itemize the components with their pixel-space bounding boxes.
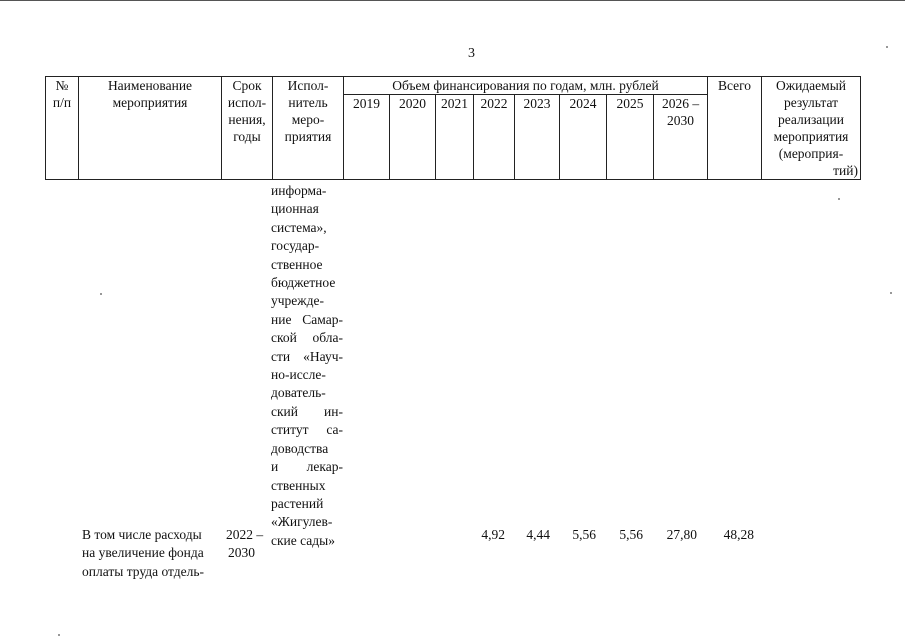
value-2022: 4,92 <box>481 527 505 542</box>
value-total: 48,28 <box>723 527 754 542</box>
table-header <box>45 76 861 180</box>
scan-edge-line <box>0 0 905 4</box>
header-year-2020: 2020 <box>390 95 436 180</box>
header-num: № п/п <box>46 77 79 180</box>
value-2026-2030: 27,80 <box>666 527 697 542</box>
header-result: Ожидаемый результат реализации мероприятия (мероприя- тий) <box>762 77 861 180</box>
header-year-2023: 2023 <box>515 95 560 180</box>
header-year-2021: 2021 <box>436 95 474 180</box>
value-2024: 5,56 <box>572 527 596 542</box>
header-year-2019: 2019 <box>344 95 390 180</box>
header-funding-group: Объем финансирования по годам, млн. рублей <box>344 77 708 95</box>
header-executor: Испол- нитель меро- приятия <box>273 77 344 180</box>
header-total: Всего <box>708 77 762 180</box>
header-period: Срок испол- нения, годы <box>222 77 273 180</box>
sub-row-name: В том числе расходы на увеличение фонда оплаты труда отдель- <box>82 527 205 579</box>
header-year-2022: 2022 <box>474 95 515 180</box>
scan-speck <box>58 634 60 636</box>
header-name: Наименование мероприятия <box>79 77 222 180</box>
header-year-2026-2030: 2026 – 2030 <box>654 95 708 180</box>
value-2025: 5,56 <box>619 527 643 542</box>
header-year-2024: 2024 <box>560 95 607 180</box>
scan-speck <box>100 293 102 295</box>
executor-continuation: информа- ционная система», государ- ственное бюджетное учрежде- ние Самар- ской обла- сти «Науч- но-иссле- дователь- ский ин- ститут са- доводства и лекар- ственных растений «Жигулев- ские сады» <box>271 183 343 548</box>
scan-speck <box>838 198 840 200</box>
header-year-2025: 2025 <box>607 95 654 180</box>
page-number: 3 <box>468 46 475 61</box>
scan-speck <box>886 46 888 48</box>
sub-row-period: 2022 – 2030 <box>226 527 264 561</box>
scan-speck <box>890 292 892 294</box>
value-2023: 4,44 <box>526 527 550 542</box>
